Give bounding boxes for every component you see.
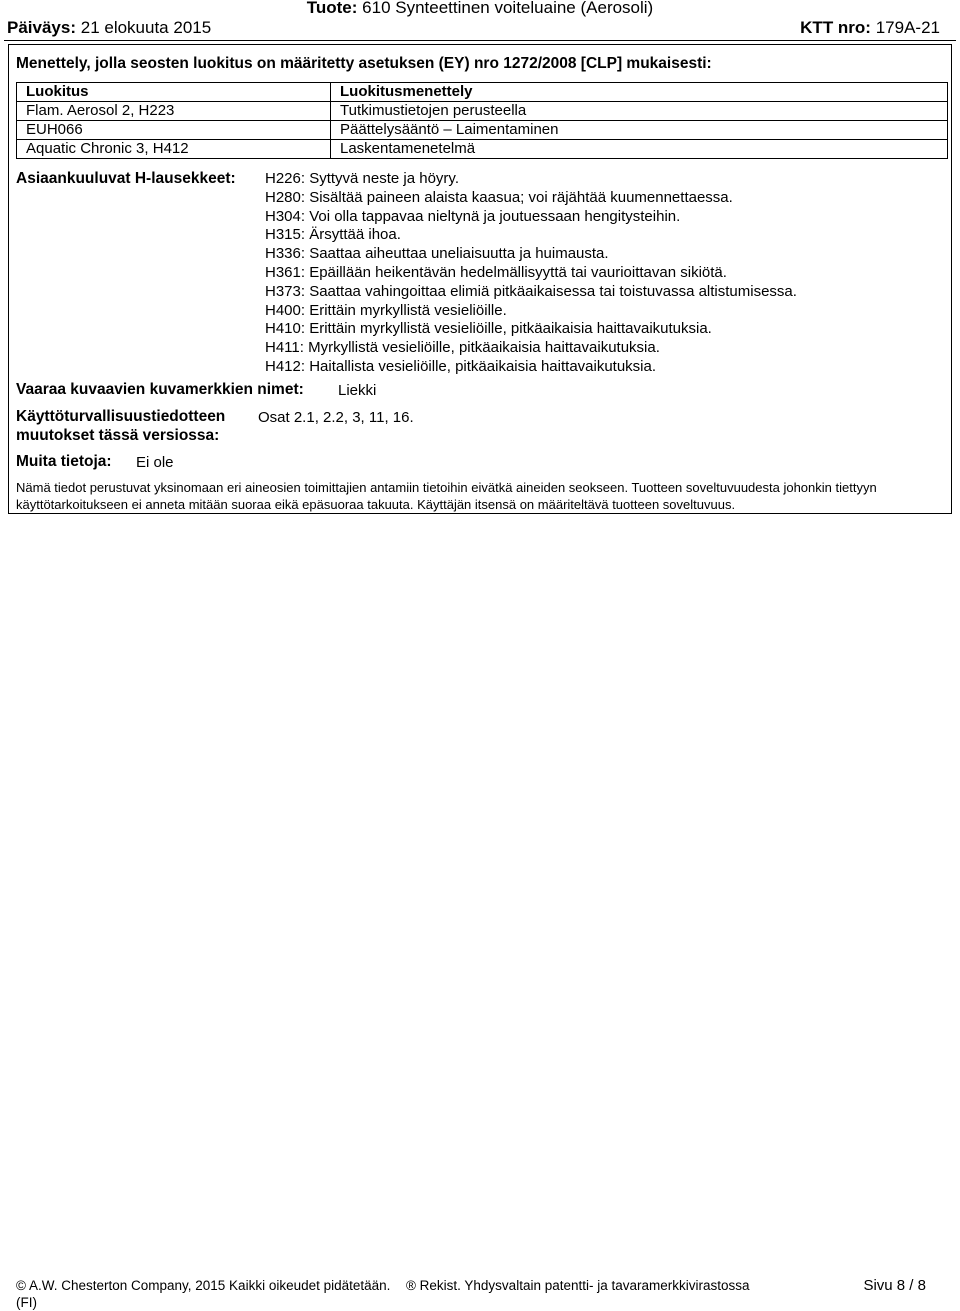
- ktt-header: [800, 18, 940, 38]
- h-statements-list: [265, 170, 797, 377]
- date-label: Päiväys:: [7, 18, 76, 37]
- section-title: Menettely, jolla seosten luokitus on määritetty asetuksen (EY) nro 1272/2008 [CLP] mukaisesti:: [16, 55, 712, 72]
- list-item: H336: Saattaa aiheuttaa uneliaisuutta ja huimausta.: [265, 245, 609, 263]
- trademark-text: ® Rekist. Yhdysvaltain patentti- ja tavaramerkkivirastossa: [405, 1278, 750, 1293]
- pictograms-value: Liekki: [338, 382, 377, 399]
- ktt-label: KTT nro:: [800, 18, 871, 37]
- method-cell: Tutkimustietojen perusteella: [331, 102, 948, 121]
- classification-cell: Aquatic Chronic 3, H412: [17, 140, 331, 159]
- table-header-row: [17, 83, 948, 102]
- list-item: H304: Voi olla tappavaa nieltynä ja joutuessaan hengitysteihin.: [265, 207, 681, 225]
- table-row: [17, 102, 948, 121]
- product-header: [0, 0, 960, 18]
- table-row: [17, 140, 948, 159]
- date-value: 21 elokuuta 2015: [80, 18, 212, 37]
- pictograms-label: Vaaraa kuvaavien kuvamerkkien nimet:: [16, 381, 304, 398]
- language-code: (FI): [16, 1294, 37, 1310]
- list-item: H400: Erittäin myrkyllistä vesieliöille.: [265, 301, 507, 319]
- list-item: H315: Ärsyttää ihoa.: [265, 226, 401, 244]
- h-statements-label: Asiaankuuluvat H-lausekkeet:: [16, 170, 236, 187]
- list-item: H280: Sisältää paineen alaista kaasua; voi räjähtää kuumennettaessa.: [265, 188, 733, 206]
- list-item: H412: Haitallista vesieliöille, pitkäaikaisia haittavaikutuksia.: [265, 357, 657, 375]
- header-divider: [4, 40, 956, 41]
- list-item: H410: Erittäin myrkyllistä vesieliöille, pitkäaikaisia haittavaikutuksia.: [265, 320, 712, 338]
- changes-label-line2: muutokset tässä versiossa:: [16, 427, 220, 444]
- ktt-value: 179A-21: [875, 18, 940, 37]
- changes-value: Osat 2.1, 2.2, 3, 11, 16.: [258, 409, 414, 426]
- col-header-method: Luokitusmenettely: [331, 83, 948, 102]
- classification-cell: EUH066: [17, 121, 331, 140]
- method-cell: Päättelysääntö – Laimentaminen: [331, 121, 948, 140]
- classification-cell: Flam. Aerosol 2, H223: [17, 102, 331, 121]
- col-header-classification: Luokitus: [17, 83, 331, 102]
- disclaimer-text: Nämä tiedot perustuvat yksinomaan eri aineosien toimittajien antamiin tietoihin eivätkä aineiden seokseen. Tuotteen soveltuvuudesta johonkin tiettyyn käyttötarkoitukseen ei anneta mitään suoraa eikä epäsuoraa takuuta. Käyttäjän itsensä on määriteltävä tuotteen soveltuvuus.: [16, 480, 877, 512]
- list-item: H226: Syttyvä neste ja höyry.: [265, 170, 459, 187]
- table-row: [17, 121, 948, 140]
- list-item: H373: Saattaa vahingoittaa elimiä pitkäaikaisessa tai toistuvassa altistumisessa.: [265, 282, 797, 300]
- other-info-label: Muita tietoja:: [16, 453, 112, 470]
- footer-left: [16, 1278, 750, 1311]
- other-info-value: Ei ole: [136, 454, 174, 471]
- list-item: H411: Myrkyllistä vesieliöille, pitkäaikaisia haittavaikutuksia.: [265, 339, 660, 357]
- list-item: H361: Epäillään heikentävän hedelmällisyyttä tai vaurioittavan sikiötä.: [265, 263, 727, 281]
- date-header: [7, 18, 211, 38]
- classification-table: [16, 82, 948, 159]
- product-name: 610 Synteettinen voiteluaine (Aerosoli): [362, 0, 654, 17]
- method-cell: Laskentamenetelmä: [331, 140, 948, 159]
- product-label: Tuote:: [306, 0, 358, 17]
- changes-label-line1: Käyttöturvallisuustiedotteen: [16, 408, 226, 425]
- copyright-text: © A.W. Chesterton Company, 2015 Kaikki oikeudet pidätetään.: [16, 1278, 391, 1293]
- page-number: Sivu 8 / 8: [863, 1277, 926, 1294]
